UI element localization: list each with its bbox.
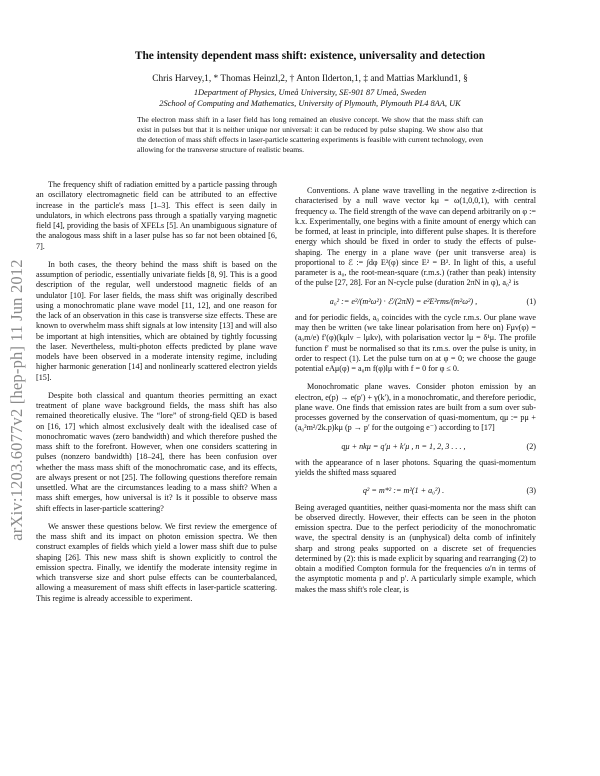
equation-body: a₀² := e²/(m²ω²) · ℰ/(2πN) = e²E²rms/(m²ω²) , [329,296,478,306]
paragraph: The frequency shift of radiation emitted by a particle passing through an oscillatory electromagnetic field can be attributed to an effective increase in the particle's mass [1–3]. This effect is seen daily in undulators, in which electrons pass through a spatially varying magnetic field [4], providing the basis of XFELs [5]. An unambiguous signature of the analogous mass shift in a laser pulse has so far not been obtained [6, 7]. [36,180,277,251]
paragraph: Being averaged quantities, neither quasi-momenta nor the mass shift can be observed directly. However, their effects can be seen in the photon emission spectra. Due to the perfect periodicity of the monochromatic wave, the spectral density is an (unphysical) delta comb of infinitely sharp and strong peaks supported on a discrete set of frequencies determined by (2): this is made explicit by squaring and rearranging (2) to obtain a modified Compton formula for the frequencies ω′n in terms of the asymptotic momenta p and p′. A particularly simple example, which makes the mass shift's role clear, is [295,502,536,594]
equation-3 [295,486,536,496]
equation-number: (1) [526,296,536,306]
right-column [295,186,536,603]
abstract: The electron mass shift in a laser field has long remained an elusive concept. We show that the mass shift can exist in pulses but that it is neither unique nor universal: it can be reduced by pulse shaping. We show also that the detection of mass shift effects in laser-particle scattering experiments is feasible with current technology, even allowing for the transverse structure of realistic beams. [137,115,483,154]
left-column [36,180,277,612]
affiliation-1: 1Department of Physics, Umeå University, SE-901 87 Umeå, Sweden [193,88,427,97]
paragraph: In both cases, the theory behind the mass shift is based on the assumption of periodic, essentially univariate fields [8, 9]. This is a good description of the regular, well understood magnetic fields of an undulator [10]. For laser fields, the mass shift was originally described using a monochromatic plane wave model [11, 12], and one reason for the lack of an observation in this case is transverse size effects. These are known to overwhelm mass shift signals at low intensity [13] and will also be important at high intensities, which are obtained by tightly focussing the laser. Nevertheless, multi-photon effects predicted by plane wave models have been observed in a moderate intensity regime, including higher harmonic generation [14] and nonlinearly scattered electron yields [15]. [36,259,277,382]
paragraph: Despite both classical and quantum theories permitting an exact treatment of plane wave background fields, the mass shift has also remained theoretically elusive. The “lore” of strong-field QED is based on [16, 17] which almost exclusively dealt with the idealised case of monochromatic waves (zero bandwidth) and which therefore pushed the mass shift to the forefront. However, when one considers scattering in pulses (nonzero bandwidth) [18–24], there has been confusion over whether the mass mass shift of the monochromatic case, and its effects, are always present or not [25]. The following questions therefore remain unsettled. What are the circumstances leading to a mass shift? When a mass shift emerges, how universal is it? Is it possible to observe mass shift effects in laser-particle scattering? [36,390,277,513]
paragraph: with the appearance of n laser photons. Squaring the quasi-momentum yields the shifted mass squared [295,457,536,477]
paragraph: We answer these questions below. We first review the emergence of the mass shift and its impact on photon emission spectra. We then construct examples of fields which yield a lower mass shift due to pulse shaping [26]. This new mass shift is shown explicitly to control the emission spectra. Finally, we identify the moderate intensity regime in which transverse size and short pulse effects can be counterbalanced, allowing a measurement of mass shift effects in laser-particle scattering. This regime is already accessible to experiment. [36,521,277,603]
equation-1 [295,297,536,307]
paragraph-conventions: Conventions. A plane wave travelling in the negative z-direction is characterised by a null wave vector kμ = ω(1,0,0,1), with central frequency ω. The field strength of the wave can depend arbitrarily on φ := k.x. Experimentally, one begins with a finite amount of energy which can be formed, at least in principle, into different pulse shapes. It is therefore energy which should be fixed in order to study the effects of pulse-shaping. The energy in a plane wave (per unit transverse area) is proportional to ℰ := ∫dφ E²(φ) since E² = B². In light of this, a useful parameter is a₀, the root-mean-square (r.m.s.) (rather than peak) intensity of the pulse [27, 28]. For an N-cycle pulse (duration 2πN in φ), a₀² is [295,186,536,288]
arxiv-stamp-text: arXiv:1203.6077v2 [hep-ph] 11 Jun 2012 [7,259,26,541]
paper-title: The intensity dependent mass shift: existence, universality and detection [134,50,486,62]
paragraph: and for periodic fields, a₀ coincides with the cycle r.m.s. Our plane wave may then be written (we take linear polarisation from here on) Fμν(φ) = (a₀m/e) f′(φ)(kμlν − lμkν), with polarisation vector lμ = δ¹μ. The profile function f′ must be normalised so that its r.m.s. over the pulse is unity, in order to respect (1). Let the pulse turn on at φ = 0; we choose the gauge potential eAμ(φ) = a₀m f(φ)lμ with f = 0 for φ ≤ 0. [295,312,536,373]
equation-number: (2) [526,441,536,451]
equation-2 [295,442,536,452]
affiliation-2: 2School of Computing and Mathematics, University of Plymouth, Plymouth PL4 8AA, UK [159,99,461,108]
arxiv-stamp [4,140,30,660]
equation-number: (3) [526,486,536,496]
equation-body: q² = m*² := m²(1 + a₀²) . [362,486,445,496]
author-list: Chris Harvey,1, * Thomas Heinzl,2, † Anton Ilderton,1, ‡ and Mattias Marklund1, § [152,74,468,84]
paragraph-monochromatic: Monochromatic plane waves. Consider photon emission by an electron, e(p) → e(p′) + γ(k′), in a monochromatic, and therefore periodic, plane wave. One finds that emission rates are built from a sum over sub-processes governed by the conservation of quasi-momentum, qμ := pμ + (a₀²m²/2k.p)kμ (p → p′ for the outgoing e⁻) according to [17] [295,382,536,433]
equation-body: qμ + nkμ = q′μ + k′μ , n = 1, 2, 3 . . . , [341,441,466,451]
